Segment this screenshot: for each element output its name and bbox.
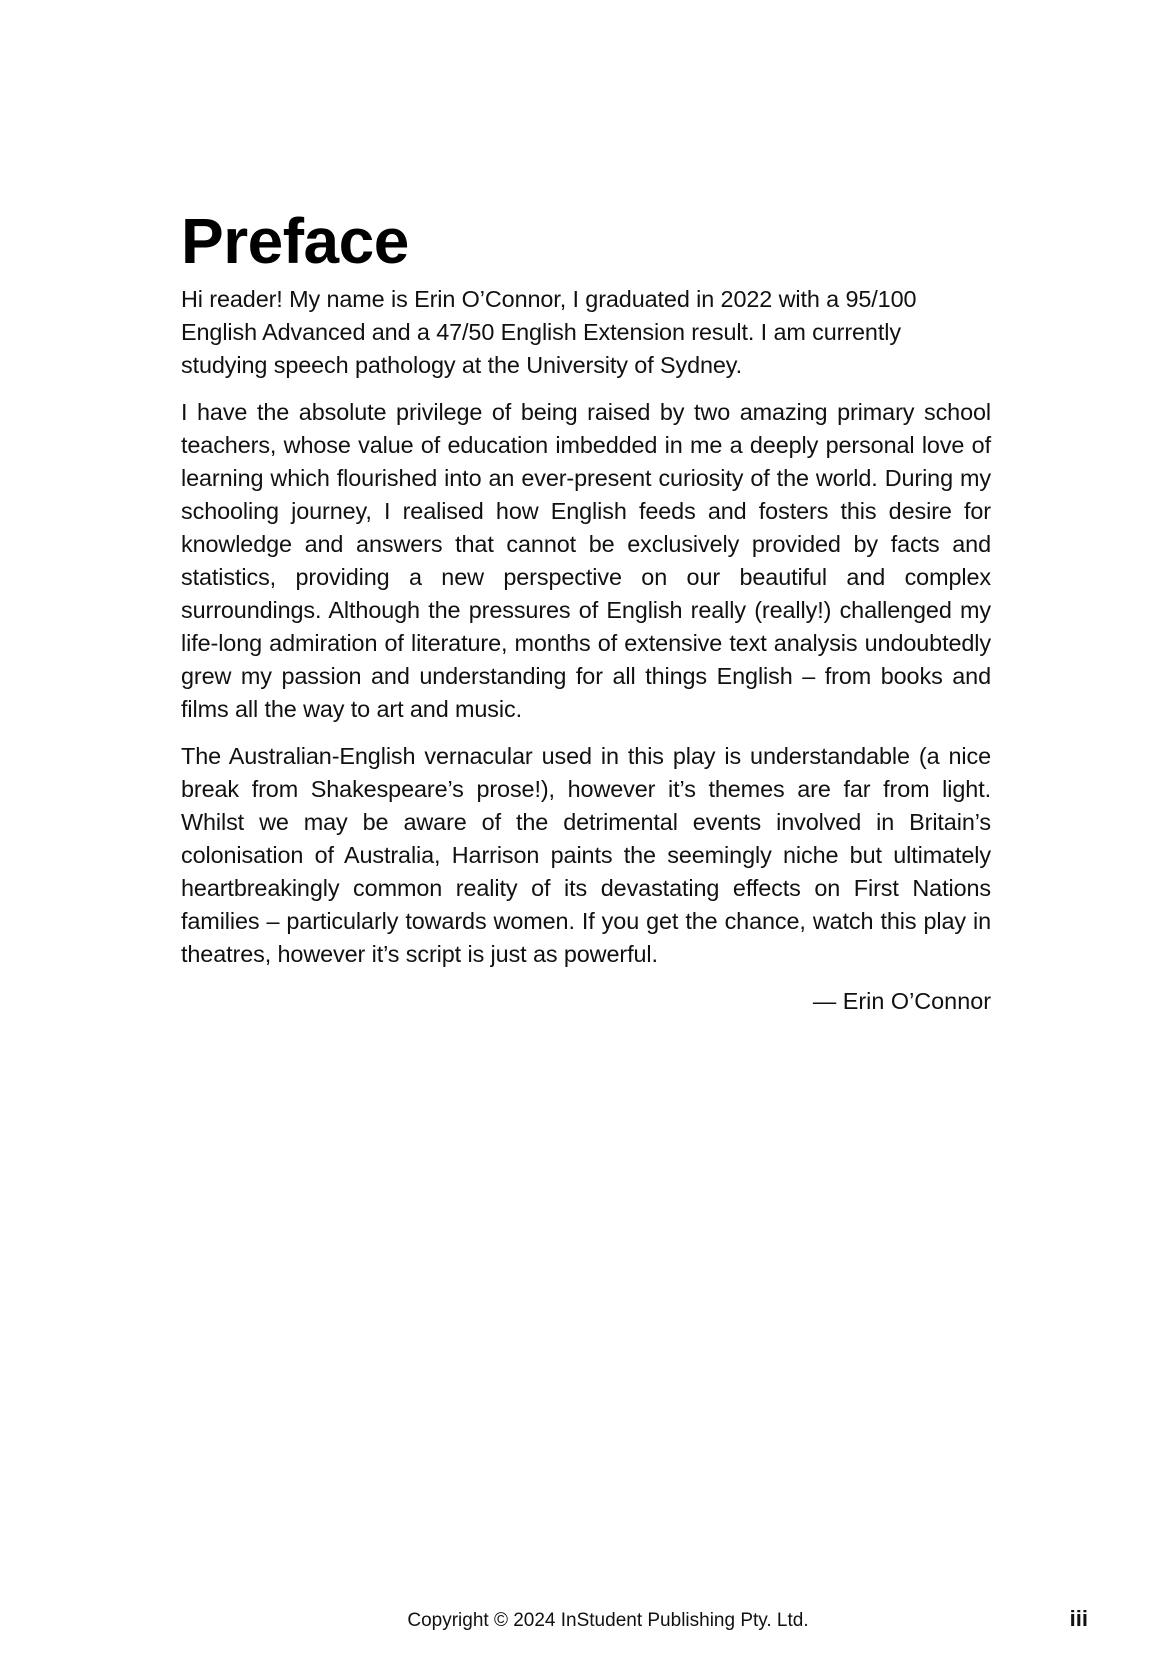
- copyright-notice: Copyright © 2024 InStudent Publishing Pty. Ltd.: [407, 1610, 809, 1631]
- paragraph-intro: Hi reader! My name is Erin O’Connor, I graduated in 2022 with a 95/100 English Advanced and a 47/50 English Extension result. I am currently studying speech pathology at the University of Sydney.: [181, 286, 917, 378]
- preface-section: [181, 205, 991, 1018]
- paragraph-background: I have the absolute privilege of being raised by two amazing primary school teachers, whose value of education imbedded in me a deeply personal love of learning which flourished into an ever-present curiosity of the world. During my schooling journey, I realised how English feeds and fosters this desire for knowledge and answers that cannot be exclusively provided by facts and statistics, providing a new perspective on our beautiful and complex surroundings. Although the pressures of English really (really!) challenged my life-long admiration of literature, months of extensive text analysis undoubtedly grew my passion and understanding for all things English – from books and films all the way to art and music.: [181, 399, 991, 722]
- author-signoff: — Erin O’Connor: [812, 988, 991, 1014]
- page-footer: [0, 1606, 1166, 1636]
- paragraph-play: The Australian-English vernacular used in this play is understandable (a nice break from Shakespeare’s prose!), however it’s themes are far from light. Whilst we may be aware of the detrimental events involved in Britain’s colonisation of Australia, Harrison paints the seemingly niche but ultimately heartbreakingly common reality of its devastating effects on First Nations families – particularly towards women. If you get the chance, watch this play in theatres, however it’s script is just as powerful.: [181, 743, 991, 967]
- page-number: iii: [1069, 1606, 1088, 1631]
- page-title: Preface: [181, 205, 409, 277]
